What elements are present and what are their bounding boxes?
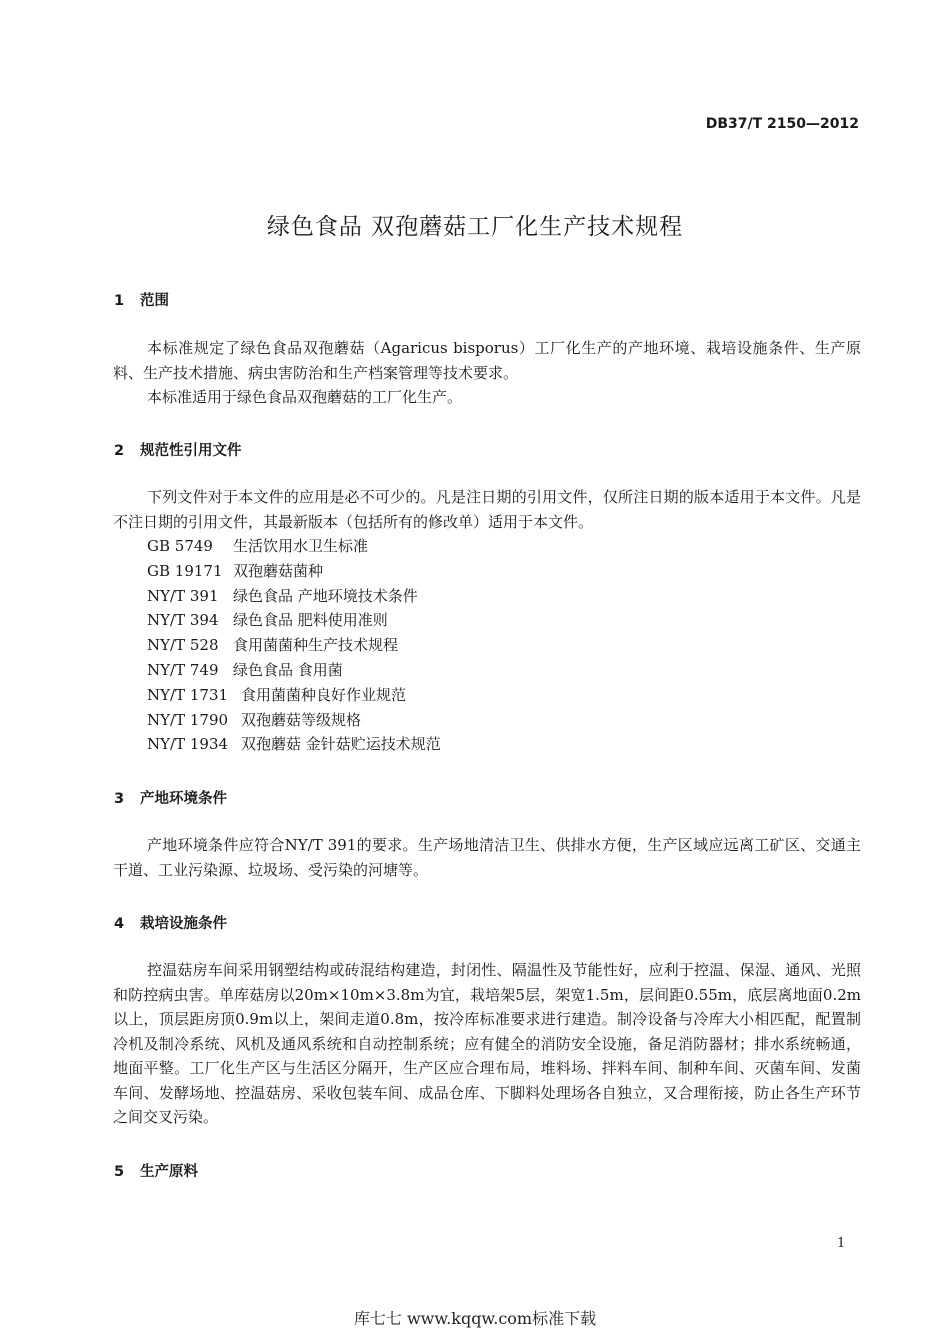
section-title: 生产原料 xyxy=(140,1164,198,1180)
reference-name: 食用菌菌种良好作业规范 xyxy=(241,685,407,704)
reference-item xyxy=(147,608,441,633)
reference-code: GB 19171 xyxy=(147,561,223,580)
paragraph: 下列文件对于本文件的应用是必不可少的。凡是注日期的引用文件，仅所注日期的版本适用于本文件。凡是不注日期的引用文件，其最新版本（包括所有的修改单）适用于本文件。 xyxy=(113,488,861,531)
section-heading-5 xyxy=(114,1160,198,1181)
section-heading-2 xyxy=(114,439,242,460)
section-heading-4 xyxy=(114,912,227,933)
reference-item xyxy=(147,584,441,609)
footer-watermark: 库七七 www.kqqw.com标准下载 xyxy=(353,1309,597,1328)
section-title: 产地环境条件 xyxy=(140,791,227,807)
reference-code: NY/T 528 xyxy=(147,636,219,655)
section-heading-1 xyxy=(114,289,169,310)
reference-code: NY/T 1731 xyxy=(147,685,229,704)
section-heading-3 xyxy=(114,787,227,808)
section-title: 规范性引用文件 xyxy=(140,443,242,459)
paragraph: 本标准适用于绿色食品双孢蘑菇的工厂化生产。 xyxy=(147,388,463,406)
reference-code: GB 5749 xyxy=(147,537,213,555)
reference-name: 双孢蘑菇 金针菇贮运技术规范 xyxy=(241,735,441,754)
reference-item xyxy=(147,658,441,683)
paragraph: 本标准规定了绿色食品双孢蘑菇（Agaricus bisporus）工厂化生产的产地环境、栽培设施条件、生产原料、生产技术措施、病虫害防治和生产档案管理等技术要求。 xyxy=(113,339,861,382)
section-title: 范围 xyxy=(140,293,169,309)
section-title: 栽培设施条件 xyxy=(140,916,227,932)
reference-code: NY/T 1790 xyxy=(147,710,229,729)
reference-name: 食用菌菌种生产技术规程 xyxy=(233,636,399,655)
reference-code: NY/T 391 xyxy=(147,586,219,605)
reference-code: NY/T 749 xyxy=(147,660,219,679)
standard-number: DB37/T 2150—2012 xyxy=(705,116,859,132)
paragraph: 控温菇房车间采用钢塑结构或砖混结构建造，封闭性、隔温性及节能性好，应利于控温、保湿、通风、光照和防控病虫害。单库菇房以20m×10m×3.8m为宜，栽培架5层，架宽1.5m，层间距0.55m，底层离地面0.2m以上，顶层距房顶0.9m以上，架间走道0.8m，按冷库标准要求进行建造。制冷设备与冷库大小相匹配，配置制冷机及制冷系统、风机及通风系统和自动控制系统；应有健全的消防安全设施，备足消防器材；排水系统畅通，地面平整。工厂化生产区与生活区分隔开，生产区应合理布局，堆料场、拌料车间、制种车间、灭菌车间、发菌车间、发酵场地、控温菇房、采收包装车间、成品仓库、下脚料处理场各自独立，又合理衔接，防止各生产环节之间交叉污染。 xyxy=(113,961,861,1126)
document-title: 绿色食品 双孢蘑菇工厂化生产技术规程 xyxy=(266,214,684,240)
reference-name: 绿色食品 产地环境技术条件 xyxy=(233,586,418,605)
section-number: 1 xyxy=(114,293,125,309)
paragraph: 产地环境条件应符合NY/T 391的要求。生产场地清洁卫生、供排水方便，生产区域应远离工矿区、交通主干道、工业污染源、垃圾场、受污染的河塘等。 xyxy=(113,836,861,879)
reference-item xyxy=(147,534,441,559)
page-number: 1 xyxy=(837,1236,846,1251)
reference-item xyxy=(147,559,441,584)
reference-name: 双孢蘑菇菌种 xyxy=(233,561,324,580)
reference-item xyxy=(147,708,441,733)
reference-name: 绿色食品 食用菌 xyxy=(233,660,343,679)
reference-list xyxy=(147,534,441,757)
reference-name: 绿色食品 肥料使用准则 xyxy=(233,611,388,630)
section-number: 5 xyxy=(114,1164,125,1180)
reference-item xyxy=(147,633,441,658)
section-number: 4 xyxy=(114,916,125,932)
reference-code: NY/T 394 xyxy=(147,611,219,630)
section-number: 2 xyxy=(114,443,125,459)
section-number: 3 xyxy=(114,791,125,807)
reference-name: 生活饮用水卫生标准 xyxy=(233,537,369,555)
reference-item xyxy=(147,732,441,757)
reference-item xyxy=(147,683,441,708)
reference-code: NY/T 1934 xyxy=(147,735,229,754)
reference-name: 双孢蘑菇等级规格 xyxy=(241,710,362,729)
